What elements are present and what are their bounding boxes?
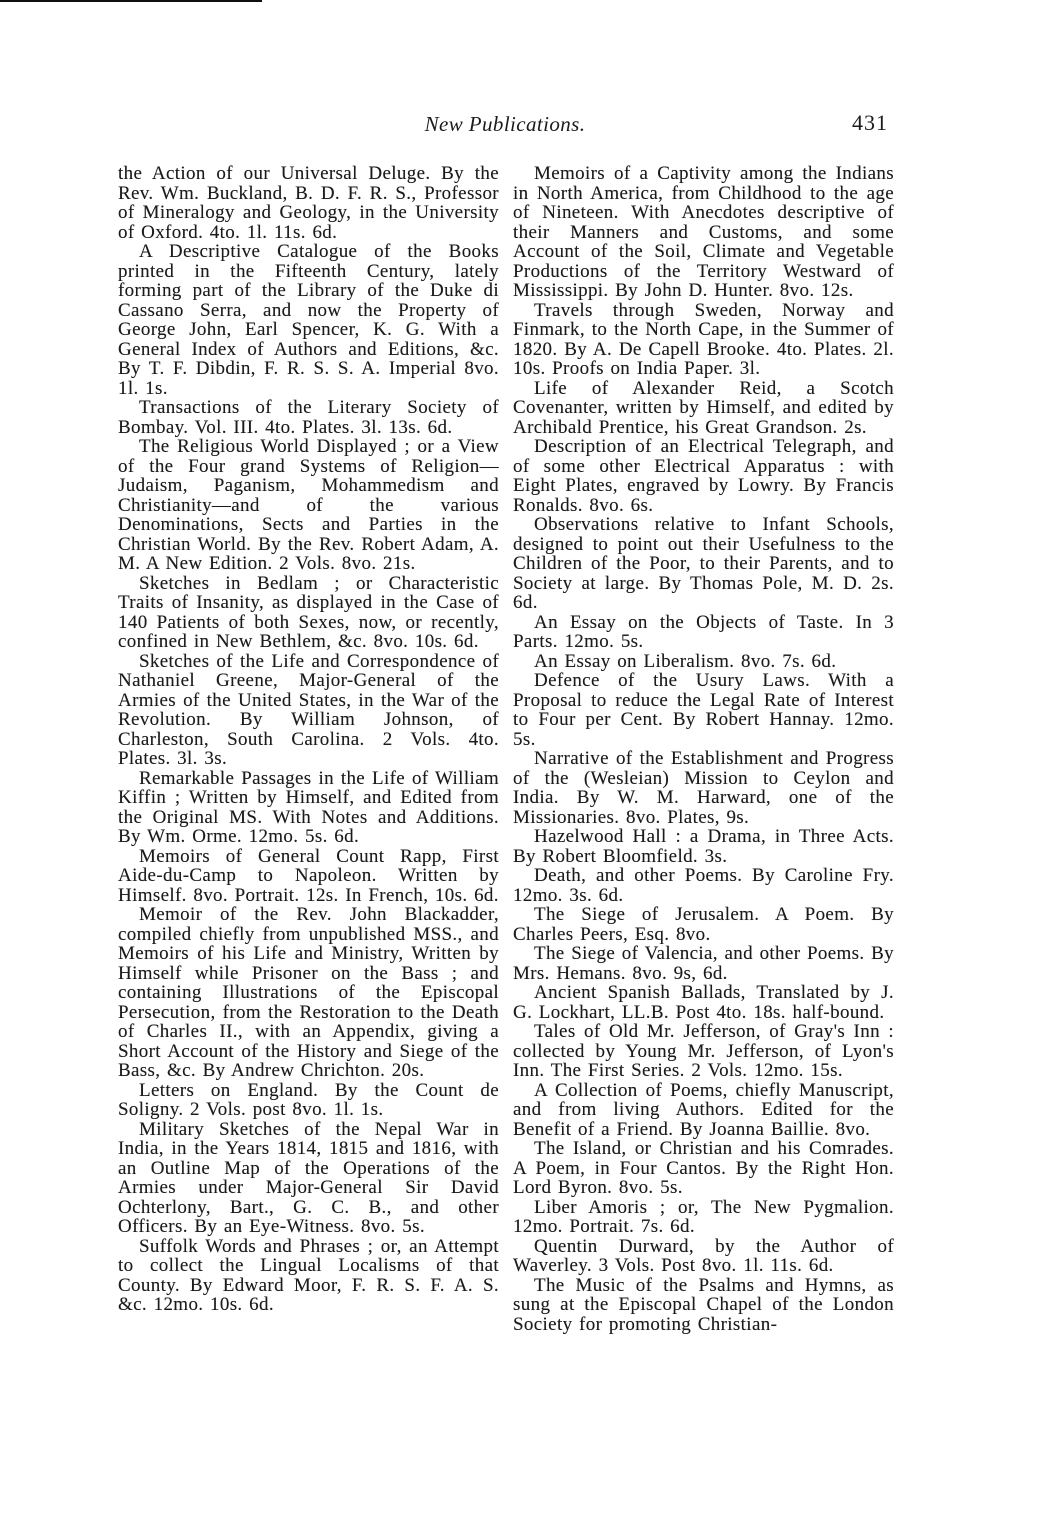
two-column-text-block	[0, 142, 1044, 1334]
publication-entry: Sketches of the Life and Correspondence of Nathaniel Greene, Major-General of the Armies of the United States, in the War of the Revolution. By William Johnson, of Charleston, South Carolina. 2 Vols. 4to. Plates. 3l. 3s.	[118, 650, 499, 769]
publication-entry: Memoirs of General Count Rapp, First Aide-du-Camp to Napoleon. Written by Himself. 8vo. Portrait. 12s. In French, 10s. 6d.	[118, 845, 499, 906]
publication-entry: Liber Amoris ; or, The New Pygmalion. 12mo. Portrait. 7s. 6d.	[513, 1196, 894, 1237]
right-column	[513, 164, 894, 1334]
publication-entry: The Religious World Displayed ; or a View of the Four grand Systems of Religion—Judaism, Paganism, Mohammedism and Christianity—and of the various Denominations, Sects and Parties in the Christian World. By the Rev. Robert Adam, A. M. A New Edition. 2 Vols. 8vo. 21s.	[118, 436, 499, 574]
publication-entry: A Descriptive Catalogue of the Books printed in the Fifteenth Century, lately forming part of the Library of the Duke di Cassano Serra, and now the Property of George John, Earl Spencer, K. G. With a General Index of Authors and Editions, &c. By T. F. Dibdin, F. R. S. S. A. Imperial 8vo. 1l. 1s.	[118, 241, 499, 399]
publication-entry: Description of an Electrical Telegraph, and of some other Electrical Apparatus : with Eight Plates, engraved by Lowry. By Francis Ronalds. 8vo. 6s.	[513, 436, 894, 516]
publication-entry: Military Sketches of the Nepal War in India, in the Years 1814, 1815 and 1816, with an Outline Map of the Operations of the Armies under Major-General Sir David Ochterlony, Bart., G. C. B., and other Officers. By an Eye-Witness. 8vo. 5s.	[118, 1118, 499, 1237]
page-header	[0, 0, 1044, 142]
left-column	[118, 164, 499, 1334]
running-title: New Publications.	[424, 112, 586, 136]
publication-entry: The Island, or Christian and his Comrades. A Poem, in Four Cantos. By the Right Hon. Lord Byron. 8vo. 5s.	[513, 1138, 894, 1198]
publication-entry: The Siege of Jerusalem. A Poem. By Charles Peers, Esq. 8vo.	[513, 904, 894, 945]
publication-entry: An Essay on the Objects of Taste. In 3 Parts. 12mo. 5s.	[513, 611, 894, 652]
publication-entry: Transactions of the Literary Society of Bombay. Vol. III. 4to. Plates. 3l. 13s. 6d.	[118, 397, 499, 438]
publication-entry: An Essay on Liberalism. 8vo. 7s. 6d.	[534, 650, 837, 672]
publication-entry: The Siege of Valencia, and other Poems. By Mrs. Hemans. 8vo. 9s, 6d.	[513, 943, 894, 984]
publication-entry: Observations relative to Infant Schools, designed to point out their Usefulness to the Children of the Poor, to their Parents, and to Society at large. By Thomas Pole, M. D. 2s. 6d.	[513, 514, 894, 613]
publication-entry: Remarkable Passages in the Life of William Kiffin ; Written by Himself, and Edited from the Original MS. With Notes and Additions. By Wm. Orme. 12mo. 5s. 6d.	[118, 767, 499, 847]
publication-entry: Hazelwood Hall : a Drama, in Three Acts. By Robert Bloomfield. 3s.	[513, 826, 894, 867]
publication-entry: Suffolk Words and Phrases ; or, an Attempt to collect the Lingual Localisms of that County. By Edward Moor, F. R. S. F. A. S. &c. 12mo. 10s. 6d.	[118, 1235, 499, 1315]
publication-entry: The Music of the Psalms and Hymns, as sung at the Episcopal Chapel of the London Society for promoting Christian-	[513, 1274, 894, 1335]
publication-entry: Narrative of the Establishment and Progress of the (Wesleian) Mission to Ceylon and India. By W. M. Harward, one of the Missionaries. 8vo. Plates, 9s.	[513, 748, 894, 828]
publication-entry: the Action of our Universal Deluge. By the Rev. Wm. Buckland, B. D. F. R. S., Professor of Mineralogy and Geology, in the University of Oxford. 4to. 1l. 11s. 6d.	[118, 163, 499, 243]
publication-entry: Life of Alexander Reid, a Scotch Covenanter, written by Himself, and edited by Archibald Prentice, his Great Grandson. 2s.	[513, 377, 894, 438]
publication-entry: A Collection of Poems, chiefly Manuscript, and from living Authors. Edited for the Benefit of a Friend. By Joanna Baillie. 8vo.	[513, 1079, 894, 1140]
page-number: 431	[852, 110, 888, 135]
publication-entry: Ancient Spanish Ballads, Translated by J. G. Lockhart, LL.B. Post 4to. 18s. half-bound.	[513, 982, 894, 1023]
publication-entry: Sketches in Bedlam ; or Characteristic Traits of Insanity, as displayed in the Case of 140 Patients of both Sexes, now, or recently, confined in New Bethlem, &c. 8vo. 10s. 6d.	[118, 572, 499, 652]
publication-entry: Travels through Sweden, Norway and Finmark, to the North Cape, in the Summer of 1820. By A. De Capell Brooke. 4to. Plates. 2l. 10s. Proofs on India Paper. 3l.	[513, 299, 894, 379]
publication-entry: Memoir of the Rev. John Blackadder, compiled chiefly from unpublished MSS., and Memoirs of his Life and Ministry, Written by Himself while Prisoner on the Bass ; and containing Illustrations of the Episcopal Persecution, from the Restoration to the Death of Charles II., with an Appendix, giving a Short Account of the History and Siege of the Bass, &c. By Andrew Chrichton. 20s.	[118, 904, 499, 1081]
publication-entry: Letters on England. By the Count de Soligny. 2 Vols. post 8vo. 1l. 1s.	[118, 1079, 499, 1120]
publication-entry: Quentin Durward, by the Author of Waverley. 3 Vols. Post 8vo. 1l. 11s. 6d.	[513, 1235, 894, 1276]
publication-entry: Death, and other Poems. By Caroline Fry. 12mo. 3s. 6d.	[513, 865, 894, 906]
publication-entry: Tales of Old Mr. Jefferson, of Gray's Inn : collected by Young Mr. Jefferson, of Lyon's Inn. The First Series. 2 Vols. 12mo. 15s.	[513, 1021, 894, 1081]
publication-entry: Defence of the Usury Laws. With a Proposal to reduce the Legal Rate of Interest to Four per Cent. By Robert Hannay. 12mo. 5s.	[513, 670, 894, 750]
publication-entry: Memoirs of a Captivity among the Indians in North America, from Childhood to the age of Nineteen. With Anecdotes descriptive of their Manners and Customs, and some Account of the Soil, Climate and Vegetable Productions of the Territory Westward of Mississippi. By John D. Hunter. 8vo. 12s.	[513, 163, 894, 301]
